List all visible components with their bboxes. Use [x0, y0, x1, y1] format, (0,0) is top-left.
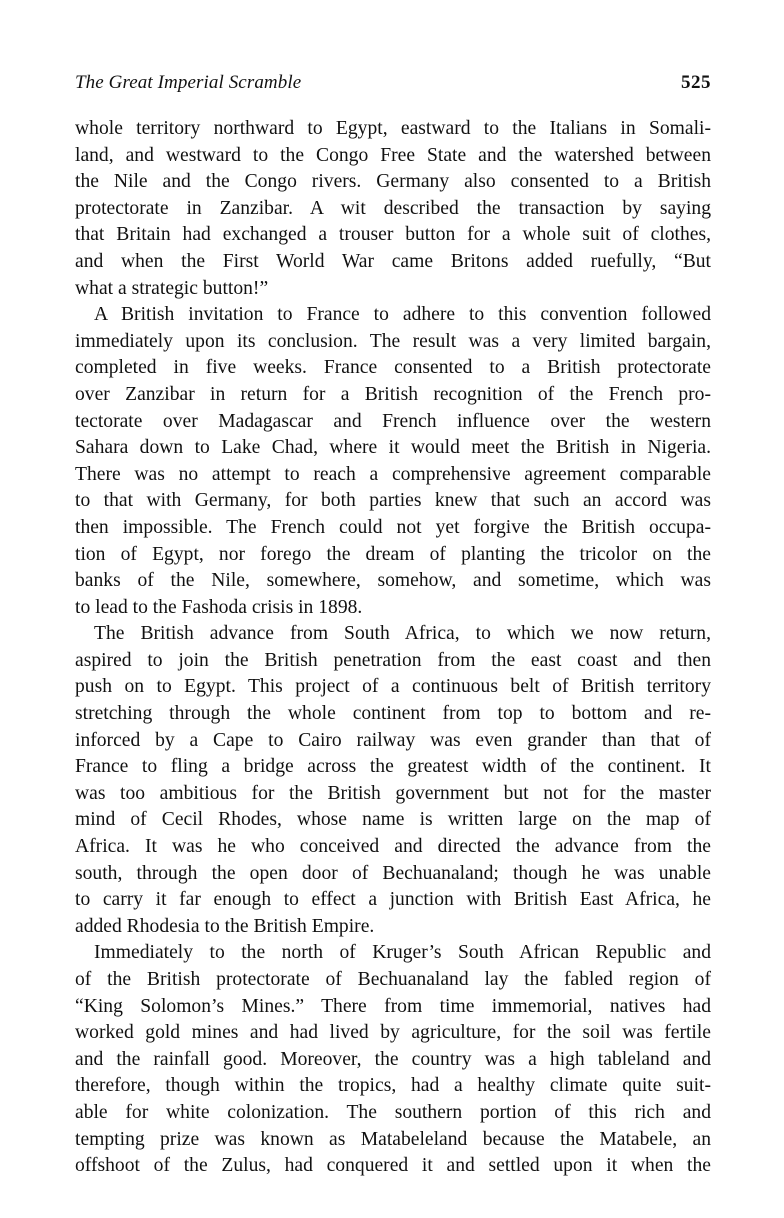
running-header	[75, 72, 711, 102]
text-line: aspired to join the British penetration from the east coast and then	[75, 649, 711, 671]
text-line: and when the First World War came Britons added ruefully, “But	[75, 250, 711, 272]
text-line: was too ambitious for the British government but not for the master	[75, 782, 711, 804]
text-line: then impossible. The French could not yet forgive the British occupa-	[75, 516, 711, 538]
text-line: to lead to the Fashoda crisis in 1898.	[75, 596, 363, 618]
text-line: whole territory northward to Egypt, eastward to the Italians in Somali-	[75, 118, 711, 139]
text-line: Sahara down to Lake Chad, where it would meet the British in Nigeria.	[75, 437, 711, 459]
paragraph-3	[75, 621, 711, 940]
text-line: able for white colonization. The southern portion of this rich and	[75, 1101, 711, 1123]
text-line: stretching through the whole continent from top to bottom and re-	[75, 703, 711, 725]
text-line: and the rainfall good. Moreover, the country was a high tableland and	[75, 1048, 711, 1070]
text-line: land, and westward to the Congo Free State and the watershed between	[75, 144, 711, 166]
body-text	[75, 116, 711, 1180]
text-line: of the British protectorate of Bechuanaland lay the fabled region of	[75, 969, 711, 990]
text-line: France to fling a bridge across the greatest width of the continent. It	[75, 756, 711, 778]
text-line: tion of Egypt, nor forego the dream of planting the tricolor on the	[75, 543, 711, 565]
text-line: The British advance from South Africa, to which we now return,	[94, 623, 711, 645]
text-line: what a strategic button!”	[75, 277, 269, 299]
book-page	[75, 72, 711, 1180]
text-line: protectorate in Zanzibar. A wit described the transaction by saying	[75, 197, 711, 219]
text-line: over Zanzibar in return for a British recognition of the French pro-	[75, 383, 711, 405]
text-line: There was no attempt to reach a comprehensive agreement comparable	[75, 463, 711, 485]
text-line: Immediately to the north of Kruger’s South African Republic and	[94, 942, 711, 964]
paragraph-2	[75, 302, 711, 621]
text-line: that Britain had exchanged a trouser button for a whole suit of clothes,	[75, 224, 711, 246]
text-line: banks of the Nile, somewhere, somehow, and sometime, which was	[75, 570, 711, 592]
text-line: inforced by a Cape to Cairo railway was even grander than that of	[75, 729, 711, 751]
text-line: tempting prize was known as Matabeleland because the Matabele, an	[75, 1128, 711, 1150]
text-line: A British invitation to France to adhere to this convention followed	[94, 304, 711, 326]
text-line: south, through the open door of Bechuanaland; though he was unable	[75, 862, 711, 884]
text-line: mind of Cecil Rhodes, whose name is written large on the map of	[75, 809, 711, 831]
text-line: worked gold mines and had lived by agriculture, for the soil was fertile	[75, 1022, 711, 1044]
text-line: added Rhodesia to the British Empire.	[75, 915, 375, 937]
page-number: 525	[681, 72, 711, 93]
text-line: Africa. It was he who conceived and directed the advance from the	[75, 836, 711, 858]
text-line: therefore, though within the tropics, had a healthy climate quite suit-	[75, 1075, 711, 1097]
running-title: The Great Imperial Scramble	[75, 72, 302, 93]
text-line: offshoot of the Zulus, had conquered it and settled upon it when the	[75, 1155, 711, 1177]
text-line: “King Solomon’s Mines.” There from time immemorial, natives had	[75, 995, 711, 1017]
text-line: to carry it far enough to effect a junction with British East Africa, he	[75, 889, 711, 911]
text-line: tectorate over Madagascar and French influence over the western	[75, 410, 711, 432]
text-line: the Nile and the Congo rivers. Germany also consented to a British	[75, 171, 711, 193]
text-line: completed in five weeks. France consented to a British protectorate	[75, 357, 711, 379]
text-line: immediately upon its conclusion. The result was a very limited bargain,	[75, 330, 711, 352]
paragraph-1	[75, 116, 711, 302]
text-line: push on to Egypt. This project of a continuous belt of British territory	[75, 676, 711, 698]
text-line: to that with Germany, for both parties knew that such an accord was	[75, 490, 711, 512]
paragraph-4	[75, 940, 711, 1179]
